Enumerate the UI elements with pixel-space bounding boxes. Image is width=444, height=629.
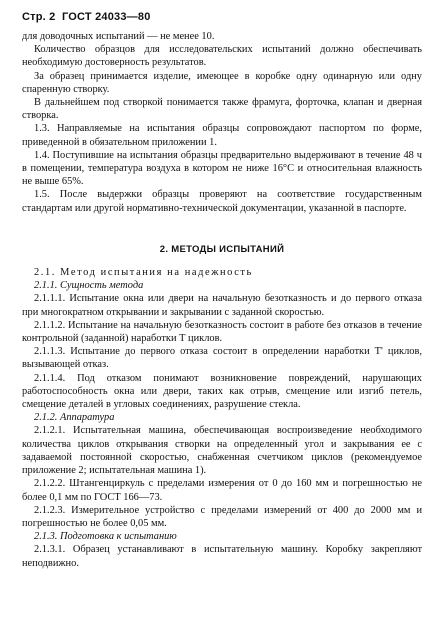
paragraph: 1.4. Поступившие на испытания образцы предварительно выдерживают в течение 48 ч в помещении, температура воздуха в котором не ниже 16°С и относительная влажность не выше 65%.	[22, 149, 422, 188]
paragraph: 2.1.1.1. Испытание окна или двери на начальную безотказность и до первого отказа при многократном открывании и закрывании с заданной скоростью.	[22, 293, 422, 318]
paragraph: 2.1.2.1. Испытательная машина, обеспечивающая воспроизведение необходимого количества циклов открывания створки на определенный угол и закрывания ее с задаваемой постоянной скоростью, снабженная счетчиком циклов (рекомендуемое приложение 2; испытательная машина 1).	[22, 425, 422, 477]
section-title: 2. МЕТОДЫ ИСПЫТАНИЙ	[159, 243, 285, 255]
document-body	[22, 30, 422, 570]
paragraph: 2.1.1.2. Испытание на начальную безотказность состоит в работе без отказов в течение контрольной (заданной) наработки Т циклов.	[22, 319, 422, 345]
paragraph: 2.1.1.4. Под отказом понимают возникновение повреждений, нарушающих работоспособность окна или двери, таких как отрыв, смещение или изгиб петель, смещение деталей в угловых соединениях, разрушение стекла.	[22, 372, 422, 411]
page-header	[22, 11, 151, 23]
paragraph: 2.1.3.1. Образец устанавливают в испытательную машину. Коробку закрепляют неподвижно.	[22, 544, 422, 569]
paragraph: 1.5. После выдержки образцы проверяют на соответствие государственным стандартам или другой нормативно-технической документации, указанной в паспорте.	[22, 189, 422, 214]
paragraph: За образец принимается изделие, имеющее в коробке одну одинарную или одну спаренную створку.	[22, 70, 422, 95]
paragraph: 2.1.1.3. Испытание до первого отказа состоит в определении наработки Т' циклов, вызывающей отказ.	[22, 346, 422, 371]
standard-code: ГОСТ 24033—80	[62, 11, 151, 23]
subsection-heading: 2.1. Метод испытания на надежность	[34, 267, 253, 279]
paragraph: Количество образцов для исследовательских испытаний должно обеспечивать необходимую достоверность результатов.	[22, 44, 422, 69]
subsection-heading: 2.1.1. Сущность метода	[34, 280, 144, 292]
subsection-heading: 2.1.3. Подготовка к испытанию	[34, 531, 177, 543]
paragraph: 1.3. Направляемые на испытания образцы сопровождают паспортом по форме, приведенной в обязательном приложении 1.	[22, 123, 422, 148]
paragraph: 2.1.2.2. Штангенциркуль с пределами измерения от 0 до 160 мм и погрешностью не более 0,1 мм по ГОСТ 166—73.	[22, 478, 422, 503]
subsection-heading: 2.1.2. Аппаратура	[34, 412, 115, 424]
paragraph: 2.1.2.3. Измерительное устройство с пределами измерений от 400 до 2000 мм и погрешностью не более 0,05 мм.	[22, 504, 422, 529]
page-number: Стр. 2	[22, 11, 56, 23]
paragraph: для доводочных испытаний — не менее 10.	[22, 31, 215, 42]
paragraph: В дальнейшем под створкой понимается также фрамуга, форточка, клапан и дверная створка.	[22, 97, 422, 122]
